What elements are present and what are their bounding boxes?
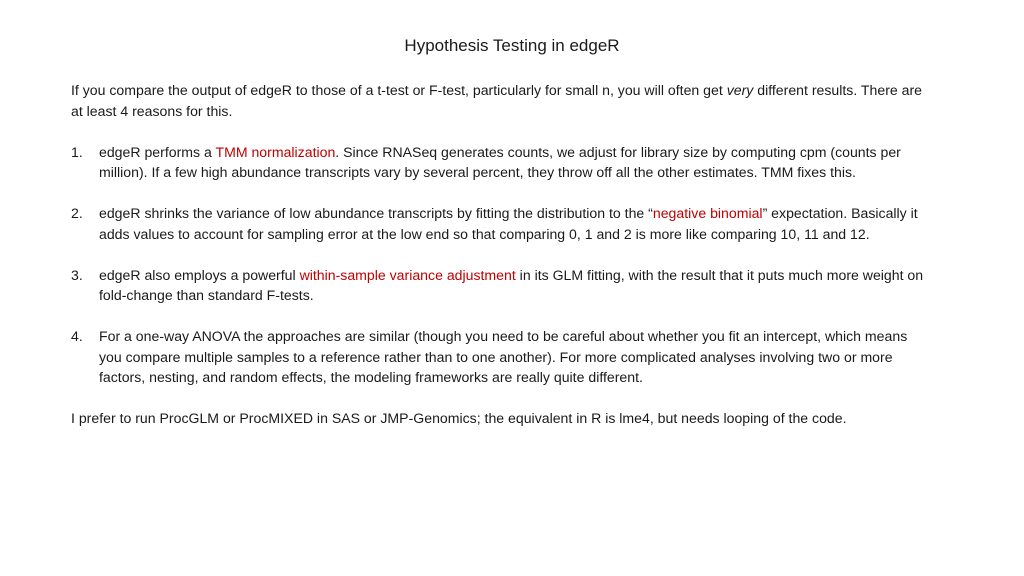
list-text-end: in its GLM fitting, with the result that it puts much more weight on fold-change than standard F-tests.: [99, 266, 924, 303]
intro-paragraph: [71, 80, 931, 121]
list-number: 2.: [71, 205, 83, 221]
spacer: [71, 306, 931, 327]
list-item-3: [71, 265, 931, 306]
closing-paragraph: I prefer to run ProcGLM or ProcMIXED in SAS or JMP-Genomics; the equivalent in R is lme4, but needs looping of the code.: [71, 410, 847, 426]
list-text-start: edgeR shrinks the variance of low abundance transcripts by fitting the distribution to the “: [99, 205, 653, 221]
list-item-1: [71, 142, 931, 183]
list-item-4: [71, 326, 931, 388]
list-number: 1.: [71, 143, 83, 160]
list-text-end: ” expectation. Basically it adds values to account for sampling error at the low end so that comparing 0, 1 and 2 is more like comparing 10, 11 and 12.: [99, 205, 918, 242]
intro-emphasis: very: [726, 82, 754, 98]
list-number: 3.: [71, 266, 83, 283]
slide-title: Hypothesis Testing in edgeR: [404, 36, 620, 55]
intro-text-start: If you compare the output of edgeR to those of a t-test or F-test, particularly for small n, you will often get: [71, 82, 727, 98]
list-text: For a one-way ANOVA the approaches are similar (though you need to be careful about whether you fit an intercept, which means you compare multiple samples to a reference rather than to one another). For more complicated analyses involving two or more factors, nesting, and random effects, the modeling frameworks are really quite different.: [99, 328, 908, 385]
highlight-term: within-sample variance adjustment: [299, 266, 516, 283]
list-number: 4.: [71, 328, 83, 344]
slide-body: [71, 80, 931, 429]
list-text-start: edgeR performs a: [99, 143, 216, 160]
intro-text-end: different results. There are at least 4 reasons for this.: [71, 82, 923, 119]
spacer: [71, 183, 931, 204]
spacer: [71, 388, 931, 409]
highlight-term: TMM normalization: [215, 143, 336, 160]
list-item-2: [71, 203, 931, 244]
list-text-end: . Since RNASeq generates counts, we adjust for library size by computing cpm (counts per million). If a few high abundance transcripts vary by several percent, they throw off all the other estimates. TMM fixes this.: [99, 143, 901, 180]
spacer: [71, 244, 931, 265]
list-text-start: edgeR also employs a powerful: [99, 266, 300, 283]
highlight-term: negative binomial: [652, 205, 763, 221]
spacer: [71, 121, 931, 142]
